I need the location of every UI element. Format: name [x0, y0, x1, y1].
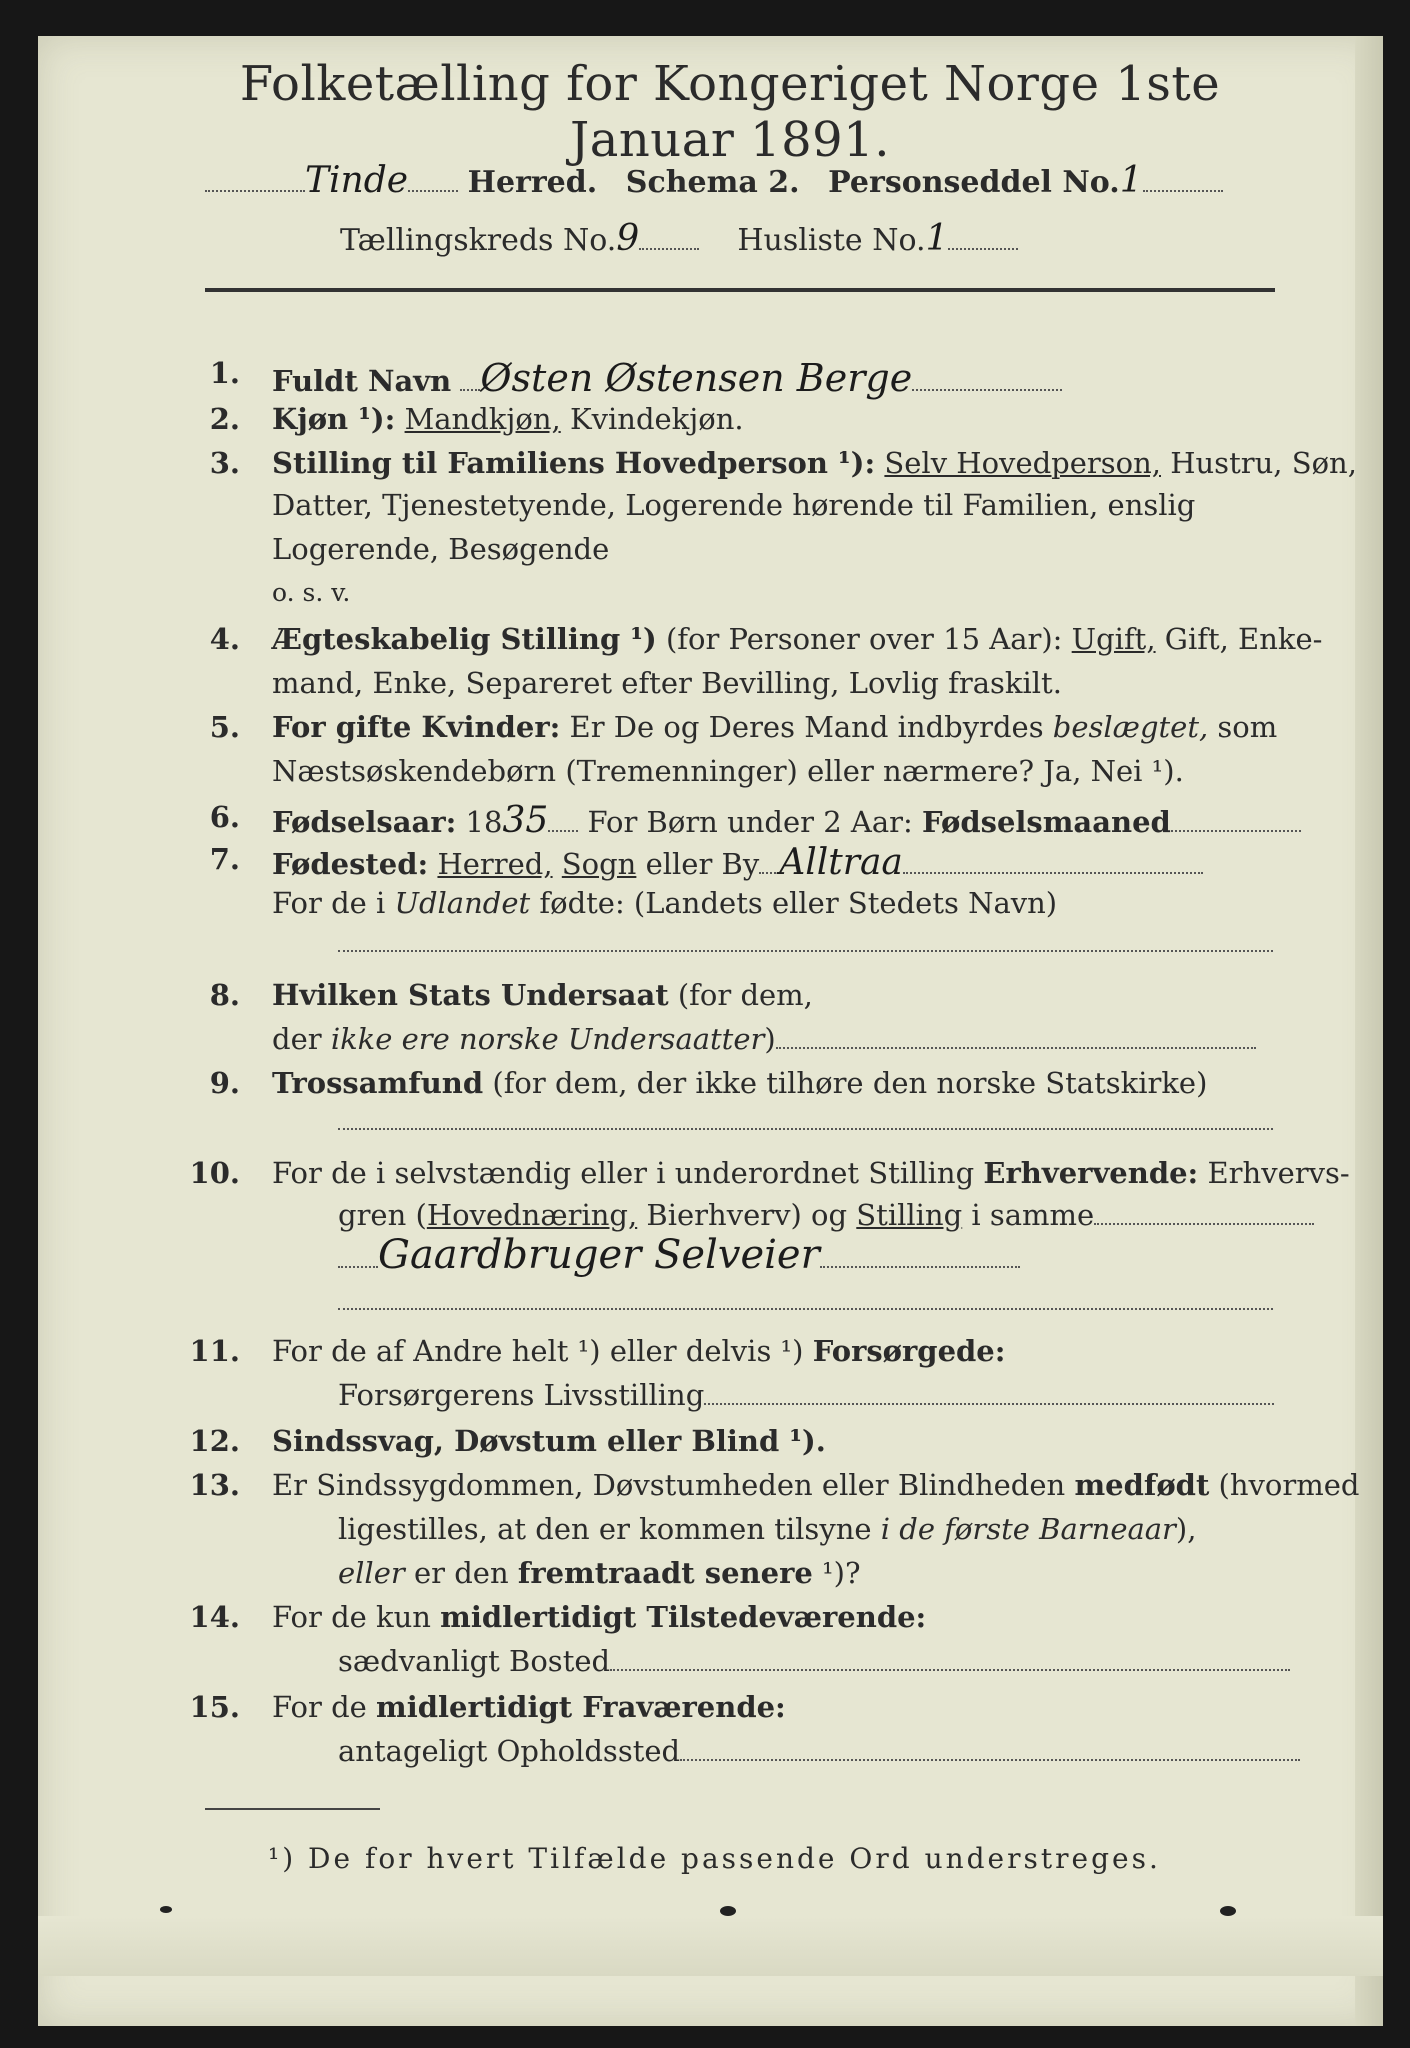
er-den-text: er den: [404, 1556, 518, 1590]
schema-label: Schema 2.: [625, 165, 800, 200]
medfodt-label: medfødt: [1074, 1468, 1210, 1502]
gifte-text: Er De og Deres Mand indbyrdes: [560, 710, 1053, 744]
name-handwritten: Østen Østensen Berge: [480, 356, 913, 400]
item-number: 7.: [209, 842, 240, 876]
page-edge: [1355, 36, 1383, 2026]
birthplace-handwritten: Alltraa: [779, 842, 903, 883]
trossamfund-text: (for dem, der ikke tilhøre den norske Statskirke): [483, 1066, 1208, 1100]
stilling-option: Stilling: [856, 1198, 963, 1232]
item-4-line: [272, 622, 1322, 656]
hvormed-text: (hvormed: [1209, 1468, 1360, 1502]
item-5-line-2: Næstsøskendebørn (Tremenninger) eller nærmere? Ja, Nei ¹).: [272, 754, 1184, 788]
item-number: 12.: [189, 1424, 240, 1458]
bottom-band: [38, 1916, 1383, 1976]
item-number: 3.: [209, 446, 240, 480]
forsorgerens-text: Forsørgerens Livsstilling: [338, 1378, 705, 1412]
herred-label: Herred.: [467, 165, 598, 200]
fodselsmaaned-label: Fødselsmaaned: [922, 805, 1171, 839]
husliste-handwritten: 1: [925, 218, 949, 259]
item-13-line-2: [338, 1512, 1196, 1546]
paren-text: ),: [1175, 1512, 1197, 1546]
ink-spot: [1220, 1906, 1236, 1916]
bierhverv-text: Bierhverv) og: [637, 1198, 857, 1232]
mandkjon-option: Mandkjøn,: [404, 402, 561, 436]
sindssygdom-text: Er Sindssygdommen, Døvstumheden eller Blindheden: [272, 1468, 1075, 1502]
gifte-rest: som: [1208, 710, 1278, 744]
kreds-line: [340, 218, 1018, 259]
item-number: 8.: [209, 978, 240, 1012]
item-6-line: [272, 800, 1301, 841]
item-13-line: [272, 1468, 1359, 1502]
item-7-line: [272, 842, 1203, 883]
fremtraadt-label: fremtraadt senere: [517, 1556, 813, 1590]
item-15-line: [272, 1690, 786, 1724]
kreds-handwritten: 9: [616, 218, 640, 259]
udland-prefix: For de i: [272, 886, 395, 920]
item-15-line-2: [338, 1734, 1300, 1768]
udland-rest: fødte: (Landets eller Stedets Navn): [530, 886, 1058, 920]
fravaerende-text: For de: [272, 1690, 377, 1724]
herred-handwritten: Tinde: [305, 160, 409, 201]
fodested-label: Fødested:: [272, 847, 429, 881]
born-text: For Børn under 2 Aar:: [578, 805, 922, 839]
stilling-label: Stilling til Familiens Hovedperson ¹):: [272, 446, 876, 480]
kjon-label: Kjøn ¹):: [272, 402, 396, 436]
tilstede-label: midlertidigt Tilstedeværende:: [440, 1600, 927, 1634]
aegteskab-text: (for Personer over 15 Aar):: [656, 622, 1072, 656]
herred-line: [205, 160, 1223, 201]
herred-option: Herred,: [437, 847, 553, 881]
kreds-label: Tællingskreds No.: [340, 223, 617, 258]
undersaat-label: Undersaat: [490, 978, 669, 1012]
beslaegtet-text: beslægtet,: [1052, 710, 1209, 744]
opholdssted-text: antageligt Opholdssted: [338, 1734, 681, 1768]
occupation-handwritten: Gaardbruger Selveier: [378, 1232, 820, 1278]
year-prefix: 18: [456, 805, 503, 839]
aegteskab-label: Ægteskabelig Stilling ¹): [272, 622, 657, 656]
trossamfund-label: Trossamfund: [272, 1066, 484, 1100]
selv-hovedperson-option: Selv Hovedperson,: [884, 446, 1161, 480]
item-number: 2.: [209, 402, 240, 436]
ligestilles-text: ligestilles, at den er kommen tilsyne: [338, 1512, 881, 1546]
kvindekjon-option: Kvindekjøn.: [560, 402, 744, 436]
footnote-mark: ¹)?: [812, 1556, 861, 1590]
item-number: 14.: [189, 1600, 240, 1634]
item-14-line-2: [338, 1644, 1290, 1678]
item-10-answer-line: [338, 1232, 1020, 1278]
item-8-line-2: [272, 1022, 1256, 1056]
ugift-option: Ugift,: [1071, 622, 1156, 656]
item-7-blank-line: [338, 950, 1273, 952]
fuldt-navn-label: Fuldt Navn: [272, 364, 452, 398]
item-9-blank-line: [338, 1128, 1273, 1130]
eller-by-text: eller By: [636, 847, 760, 881]
item-3-line-3: Logerende, Besøgende: [272, 532, 610, 566]
item-number: 4.: [209, 622, 240, 656]
hvilken-stats-label: Hvilken Stats: [272, 978, 491, 1012]
item-3-line: [272, 446, 1357, 480]
forsorgede-text: For de af Andre helt ¹) eller delvis ¹): [272, 1334, 813, 1368]
ikke-norske-text: ikke ere norske Undersaatter: [330, 1022, 765, 1056]
undersaat-text: (for dem,: [668, 978, 813, 1012]
form-title: Folketælling for Kongeriget Norge 1ste Januar 1891.: [239, 56, 1221, 168]
item-number: 9.: [209, 1066, 240, 1100]
erhvervs-text: Erhvervs-: [1198, 1156, 1350, 1190]
gifte-kvinder-label: For gifte Kvinder:: [272, 710, 561, 744]
ink-spot: [160, 1906, 172, 1913]
item-3-line-4: o. s. v.: [272, 578, 351, 607]
ink-spot: [720, 1906, 736, 1916]
personseddel-label: Personseddel No.: [828, 165, 1120, 200]
gren-text: gren (: [338, 1198, 427, 1232]
item-1-line: [272, 356, 1062, 400]
personseddel-handwritten: 1: [1119, 160, 1143, 201]
item-number: 15.: [189, 1690, 240, 1724]
item-10-line-2: [338, 1198, 1314, 1232]
item-number: 5.: [209, 710, 240, 744]
footnote-rule: [205, 1808, 380, 1810]
udlandet-text: Udlandet: [394, 886, 531, 920]
hovednaering-option: Hovednæring,: [426, 1198, 638, 1232]
paren-close: ): [764, 1022, 776, 1056]
item-3-line-2: Datter, Tjenestetyende, Logerende hørende til Familien, enslig: [272, 488, 1196, 522]
item-14-line: [272, 1600, 926, 1634]
sogn-option: Sogn: [561, 847, 637, 881]
aegteskab-rest: Gift, Enke-: [1155, 622, 1323, 656]
item-13-line-3: [338, 1556, 861, 1590]
item-4-line-2: mand, Enke, Separeret efter Bevilling, Lovlig fraskilt.: [272, 666, 1062, 700]
item-number: 10.: [189, 1156, 240, 1190]
fravaerende-label: midlertidigt Fraværende:: [376, 1690, 786, 1724]
forsorgede-label: Forsørgede:: [812, 1334, 1006, 1368]
eller-text: eller: [338, 1556, 405, 1590]
erhvervende-label: Erhvervende:: [983, 1156, 1199, 1190]
bosted-text: sædvanligt Bosted: [338, 1644, 611, 1678]
item-12-line: [272, 1424, 826, 1458]
item-number: 11.: [189, 1334, 240, 1368]
item-number: 6.: [209, 800, 240, 834]
item-8-line: [272, 978, 813, 1012]
item-11-line-2: [338, 1378, 1274, 1412]
der-text: der: [272, 1022, 331, 1056]
tilstede-text: For de kun: [272, 1600, 441, 1634]
item-number: 1.: [209, 356, 240, 390]
stilling-rest: Hustru, Søn,: [1161, 446, 1357, 480]
erhverv-text: For de i selvstændig eller i underordnet Stilling: [272, 1156, 984, 1190]
item-10-line: [272, 1156, 1350, 1190]
item-9-line: [272, 1066, 1207, 1100]
item-7-line-2: [272, 886, 1057, 920]
barneaar-text: i de første Barneaar: [880, 1512, 1176, 1546]
footnote: ¹) De for hvert Tilfælde passende Ord understreges.: [268, 1842, 1161, 1875]
item-5-line: [272, 710, 1277, 744]
year-handwritten: 35: [502, 800, 549, 841]
sindssvag-label: Sindssvag, Døvstum eller Blind ¹).: [272, 1424, 826, 1458]
husliste-label: Husliste No.: [737, 223, 926, 258]
item-number: 13.: [189, 1468, 240, 1502]
item-11-line: [272, 1334, 1005, 1368]
header-rule: [205, 288, 1275, 292]
fodselsaar-label: Fødselsaar:: [272, 805, 457, 839]
item-2-line: [272, 402, 744, 436]
item-10-blank-line: [338, 1308, 1273, 1310]
i-samme-text: i samme: [962, 1198, 1095, 1232]
